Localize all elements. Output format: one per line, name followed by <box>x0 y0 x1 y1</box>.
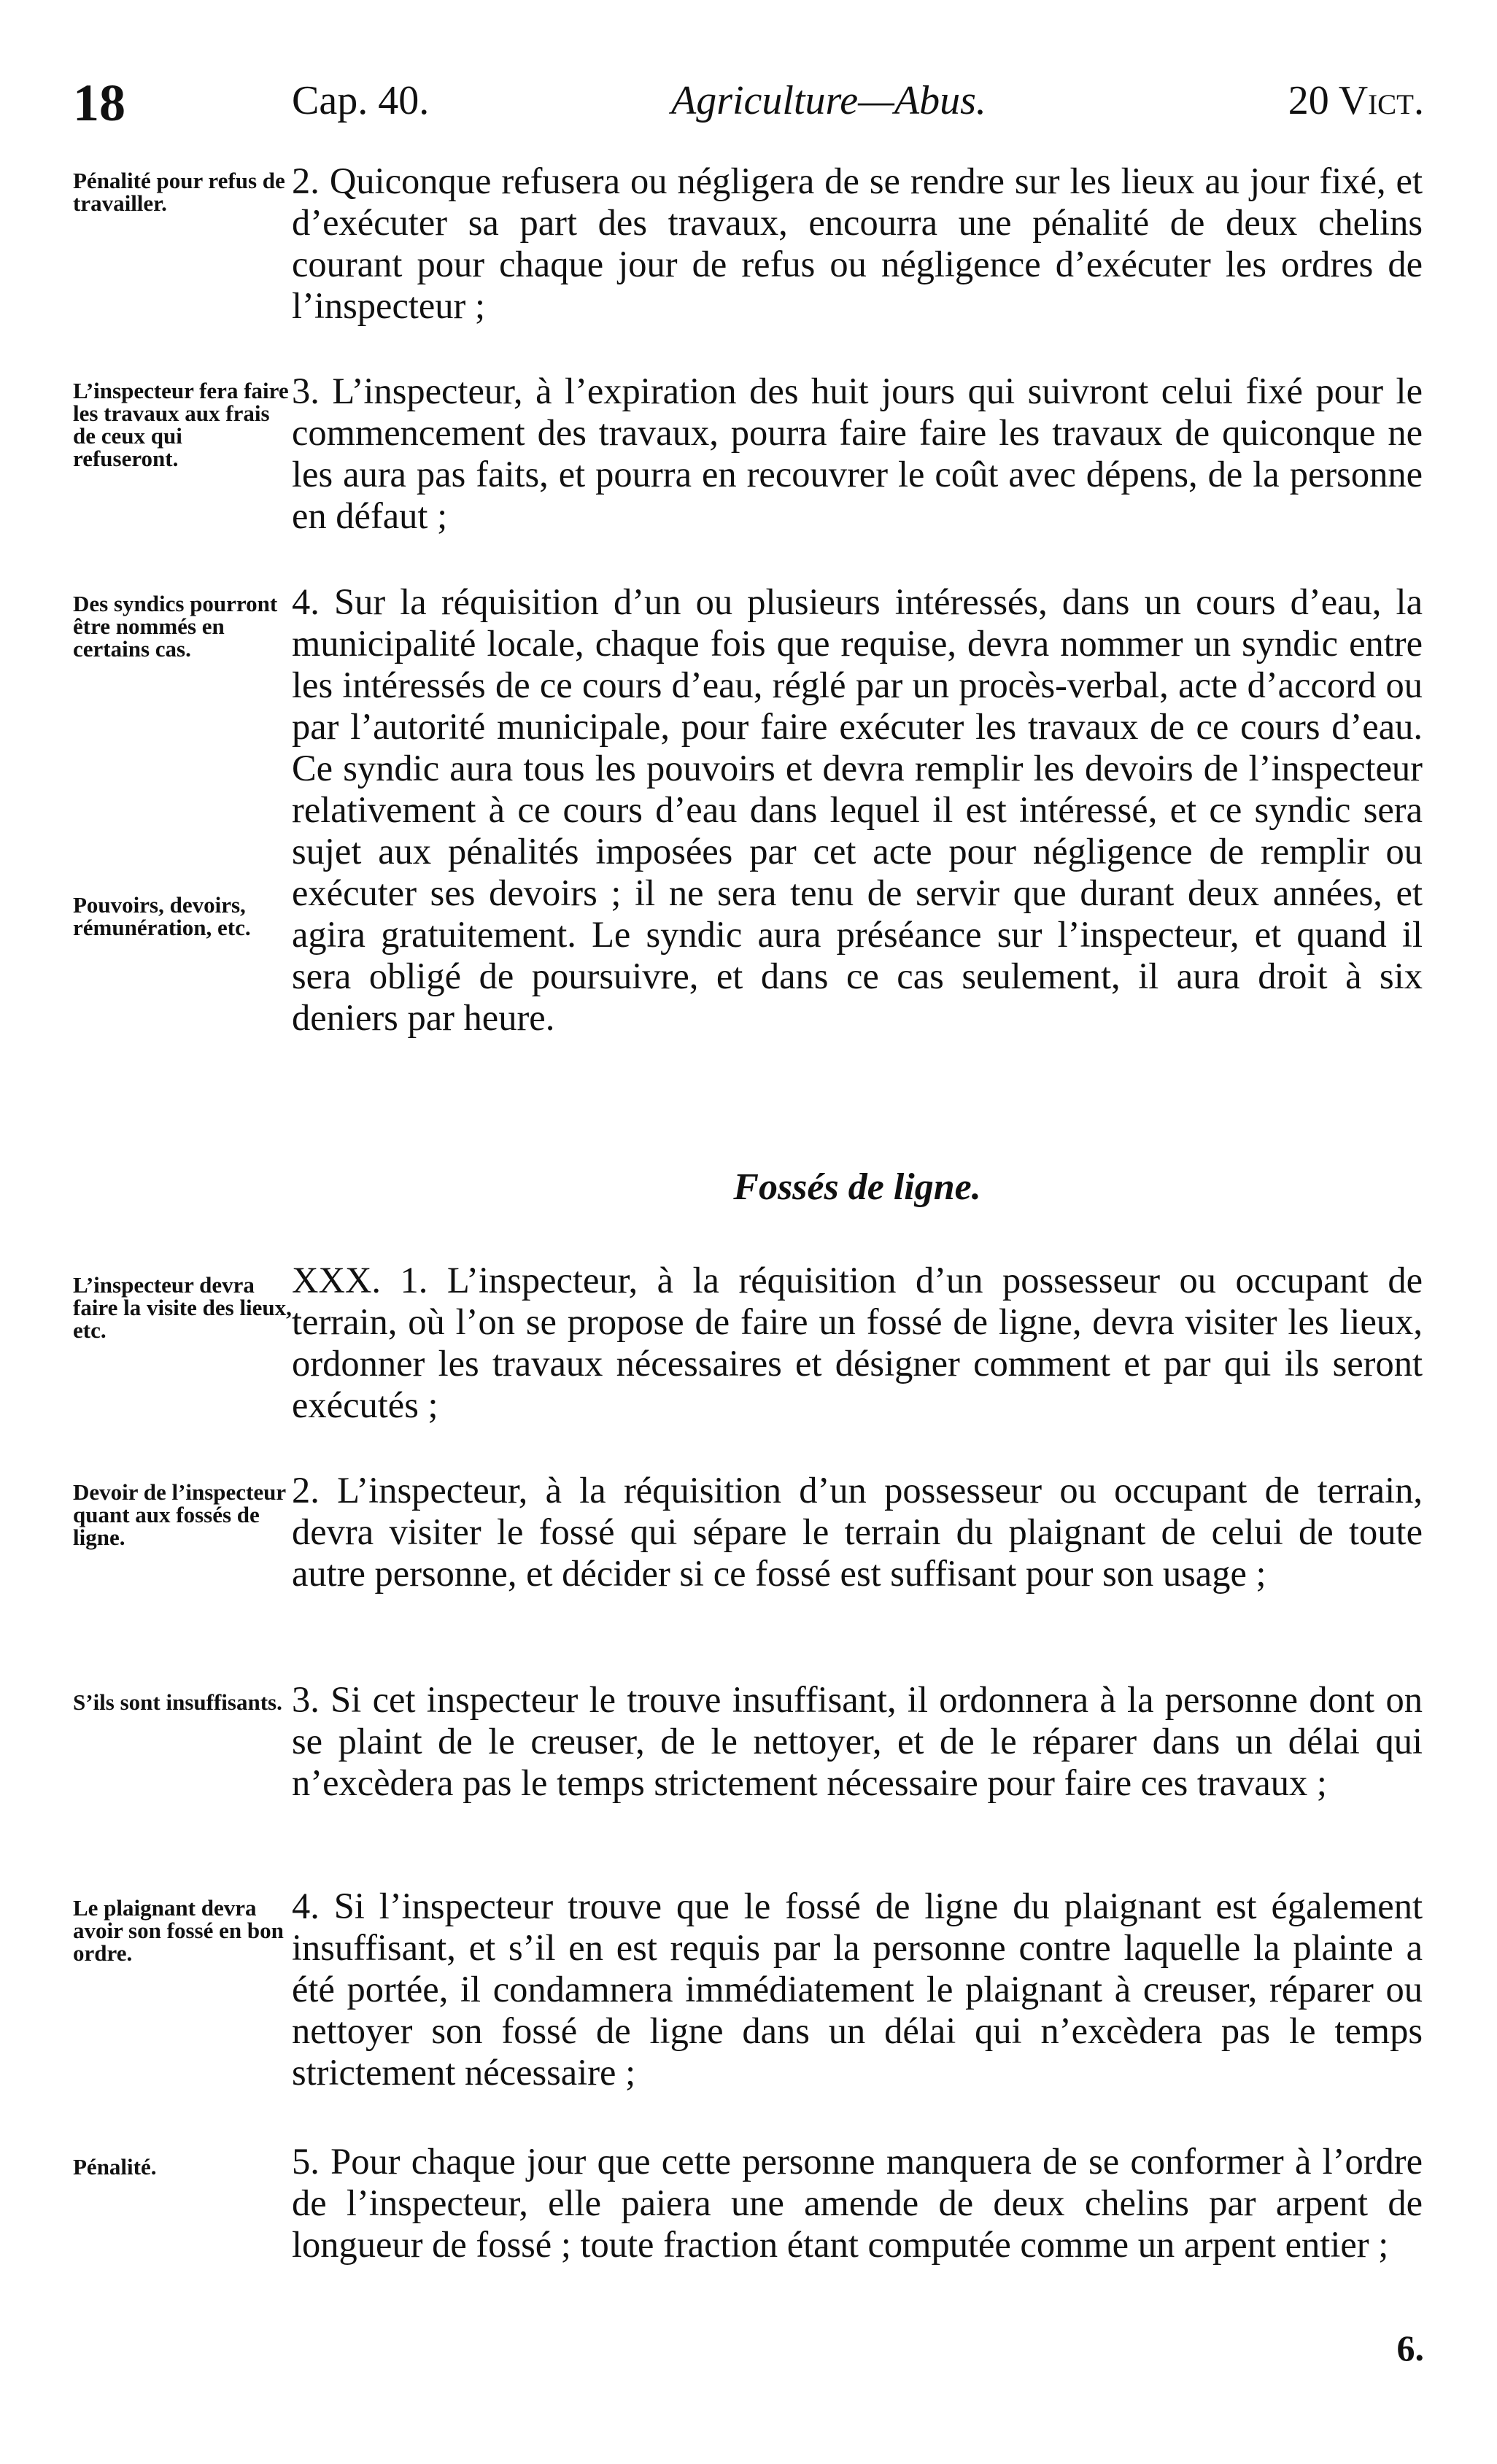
margin-note: L’inspecteur fera faire les travaux aux frais de ceux qui refuseront. <box>73 378 289 471</box>
page-number: 18 <box>73 74 125 132</box>
paragraph: XXX. 1. L’inspecteur, à la réquisition d’un possesseur ou occupant de terrain, où l’on se propose de faire un fossé de ligne, devra visiter les lieux, ordonner les travaux nécessaires et désigner comment et par qui ils seront exécutés ; <box>292 1260 1423 1425</box>
section-heading: Fossés de ligne. <box>733 1166 981 1208</box>
margin-note: S’ils sont insuffisants. <box>73 1689 282 1715</box>
running-header <box>0 73 1497 131</box>
margin-note: Devoir de l’inspecteur quant aux fossés de ligne. <box>73 1479 286 1550</box>
paragraph: 5. Pour chaque jour que cette personne manquera de se conformer à l’ordre de l’inspecteur, elle paiera une amende de deux chelins par arpent de longueur de fossé ; toute fraction étant computée comme un arpent entier ; <box>292 2141 1423 2265</box>
catchword: 6. <box>1396 2328 1424 2368</box>
paragraph: 2. Quiconque refusera ou négligera de se rendre sur les lieux au jour fixé, et d’exécuter sa part des travaux, encourra une pénalité de deux chelins courant pour chaque jour de refus ou négligence d’exécuter les ordres de l’inspecteur ; <box>292 160 1423 326</box>
margin-note: Pouvoirs, devoirs, rémunération, etc. <box>73 892 251 940</box>
paragraph: 4. Sur la réquisition d’un ou plusieurs intéressés, dans un cours d’eau, la municipalité locale, chaque fois que requise, devra nommer un syndic entre les intéressés de ce cours d’eau, réglé par un procès-verbal, acte d’accord ou par l’autorité municipale, pour faire exécuter les travaux de ce cours d’eau. Ce syndic aura tous les pouvoirs et devra remplir les devoirs de l’inspecteur relativement à ce cours d’eau dans lequel il est intéressé, et ce syndic sera sujet aux pénalités imposées par cet acte pour négligence de remplir ou exécuter ses devoirs ; il ne sera tenu de servir que durant deux années, et agira gratuitement. Le syndic aura préséance sur l’inspecteur, et quand il sera obligé de poursuivre, et dans ce cas seulement, il aura droit à six deniers par heure. <box>292 581 1423 1038</box>
paragraph: 3. L’inspecteur, à l’expiration des huit jours qui suivront celui fixé pour le commencement des travaux, pourra faire faire les travaux de quiconque ne les aura pas faits, et pourra en recouvrer le coût avec dépens, de la personne en défaut ; <box>292 371 1423 536</box>
paragraph: 2. L’inspecteur, à la réquisition d’un possesseur ou occupant de terrain, devra visiter le fossé qui sépare le terrain du plaignant de celui de toute autre personne, et décider si ce fossé est suffisant pour son usage ; <box>292 1470 1423 1594</box>
margin-note: Pénalité pour refus de travailler. <box>73 168 285 216</box>
margin-note: Des syndics pourront être nommés en certains cas. <box>73 591 278 662</box>
paragraph: 3. Si cet inspecteur le trouve insuffisant, il ordonnera à la personne dont on se plaint de le creuser, de le nettoyer, et de le réparer dans un délai qui n’excèdera pas le temps strictement nécessaire pour faire ces travaux ; <box>292 1679 1423 1803</box>
paragraph: 4. Si l’inspecteur trouve que le fossé de ligne du plaignant est également insuffisant, et s’il en est requis par la personne contre laquelle la plainte a été portée, il condamnera immédiatement le plaignant à creuser, réparer ou nettoyer son fossé de ligne dans un délai qui n’excèdera pas le temps strictement nécessaire ; <box>292 1886 1423 2093</box>
margin-note: L’inspecteur devra faire la visite des lieux, etc. <box>73 1272 292 1343</box>
margin-note: Le plaignant devra avoir son fossé en bon ordre. <box>73 1895 284 1966</box>
chapter-label: Cap. 40. <box>292 78 430 123</box>
margin-note: Pénalité. <box>73 2154 157 2180</box>
running-title: Agriculture—Abus. <box>671 78 986 123</box>
regnal-year: 20 Vict. <box>1288 78 1424 123</box>
